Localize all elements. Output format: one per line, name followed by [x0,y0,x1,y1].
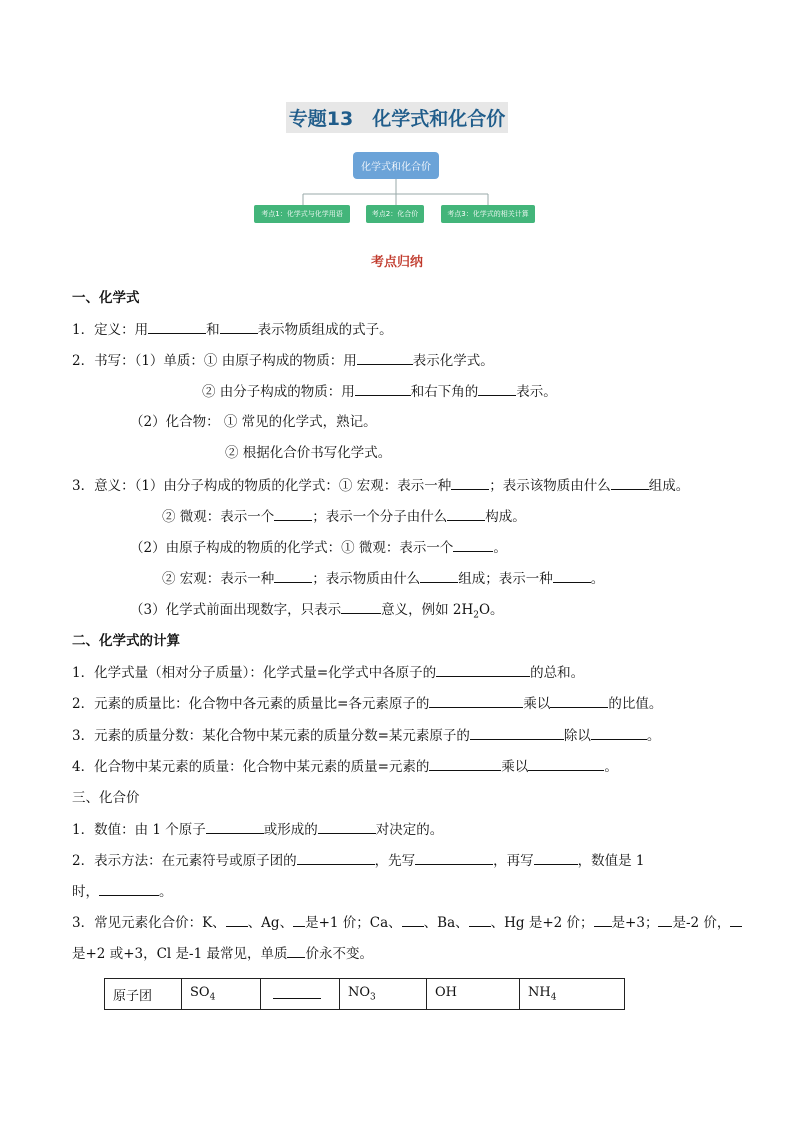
section-heading-formula: 一、化学式 [72,290,140,306]
line-writing-1: 2．书写：（1）单质：① 由原子构成的物质：用 表示化学式。 [72,353,494,369]
table-cell: $NO_3$ [340,979,427,1010]
radical-table [104,978,625,1010]
table-cell: $NH_4$ [520,979,625,1010]
line-compound-2: ② 根据化合价书写化学式。 [225,445,392,461]
subtitle: 考点归纳 [370,255,423,270]
line-meaning-2: ② 微观：表示一个 ；表示一个分子由什么 构成。 [162,509,526,525]
mindmap-node-1: 考点1：化学式与化学用语 [254,205,350,223]
line-calc-4: 4．化合物中某元素的质量：化合物中某元素的质量=元素的 乘以 。 [72,759,618,775]
mindmap-root: 化学式和化合价 [353,152,439,179]
line-meaning-5: （3）化学式前面出现数字，只表示 意义，例如 $2H_2O$。 [130,602,504,621]
line-valence-5: 是+2 或+3，Cl 是-1 最常见，单质 价永不变。 [72,946,373,962]
table-header-cell: 原子团 [105,979,182,1010]
line-definition: 1．定义：用 和 表示物质组成的式子。 [72,322,393,338]
mindmap-node-2: 考点2：化合价 [366,205,424,223]
table-cell: $SO_4$ [182,979,261,1010]
table-row [105,979,625,1010]
table-cell-blank [261,979,340,1010]
line-calc-2: 2．元素的质量比：化合物中各元素的质量比=各元素原子的 乘以 的比值。 [72,696,663,712]
line-meaning-1: 3．意义：（1）由分子构成的物质的化学式：① 宏观：表示一种 ；表示该物质由什么 组成。 [72,478,690,494]
section-heading-calc: 二、化学式的计算 [72,633,180,649]
line-valence-3: 时， 。 [72,884,173,900]
mindmap-node-3: 考点3：化学式的相关计算 [441,205,535,223]
line-calc-1: 1．化学式量（相对分子质量）：化学式量=化学式中各原子的 的总和。 [72,665,585,681]
line-valence-1: 1．数值：由 1 个原子 或形成的 对决定的。 [72,822,444,838]
table-cell: OH [427,979,520,1010]
line-meaning-3: （2）由原子构成的物质的化学式：① 微观：表示一个 。 [130,540,507,556]
line-valence-2: 2．表示方法：在元素符号或原子团的 ，先写 ，再写 ，数值是 1 [72,853,645,869]
line-compound-1: （2）化合物： ① 常见的化学式，熟记。 [130,414,377,430]
line-valence-4: 3．常见元素化合价：K、 、Ag、 是+1 价；Ca、 、Ba、 、Hg 是+2 价； 是+3； 是-2 价， [72,914,742,931]
line-calc-3: 3．元素的质量分数：某化合物中某元素的质量分数=某元素原子的 除以 。 [72,728,661,744]
mindmap-connectors [0,0,794,240]
title-text: 专题13 化学式和化合价 [286,102,508,133]
line-writing-2: ② 由分子构成的物质：用 和右下角的 表示。 [202,384,557,400]
section-heading-valence: 三、化合价 [72,790,140,806]
line-meaning-4: ② 宏观：表示一种 ；表示物质由什么 组成；表示一种 。 [162,571,605,587]
